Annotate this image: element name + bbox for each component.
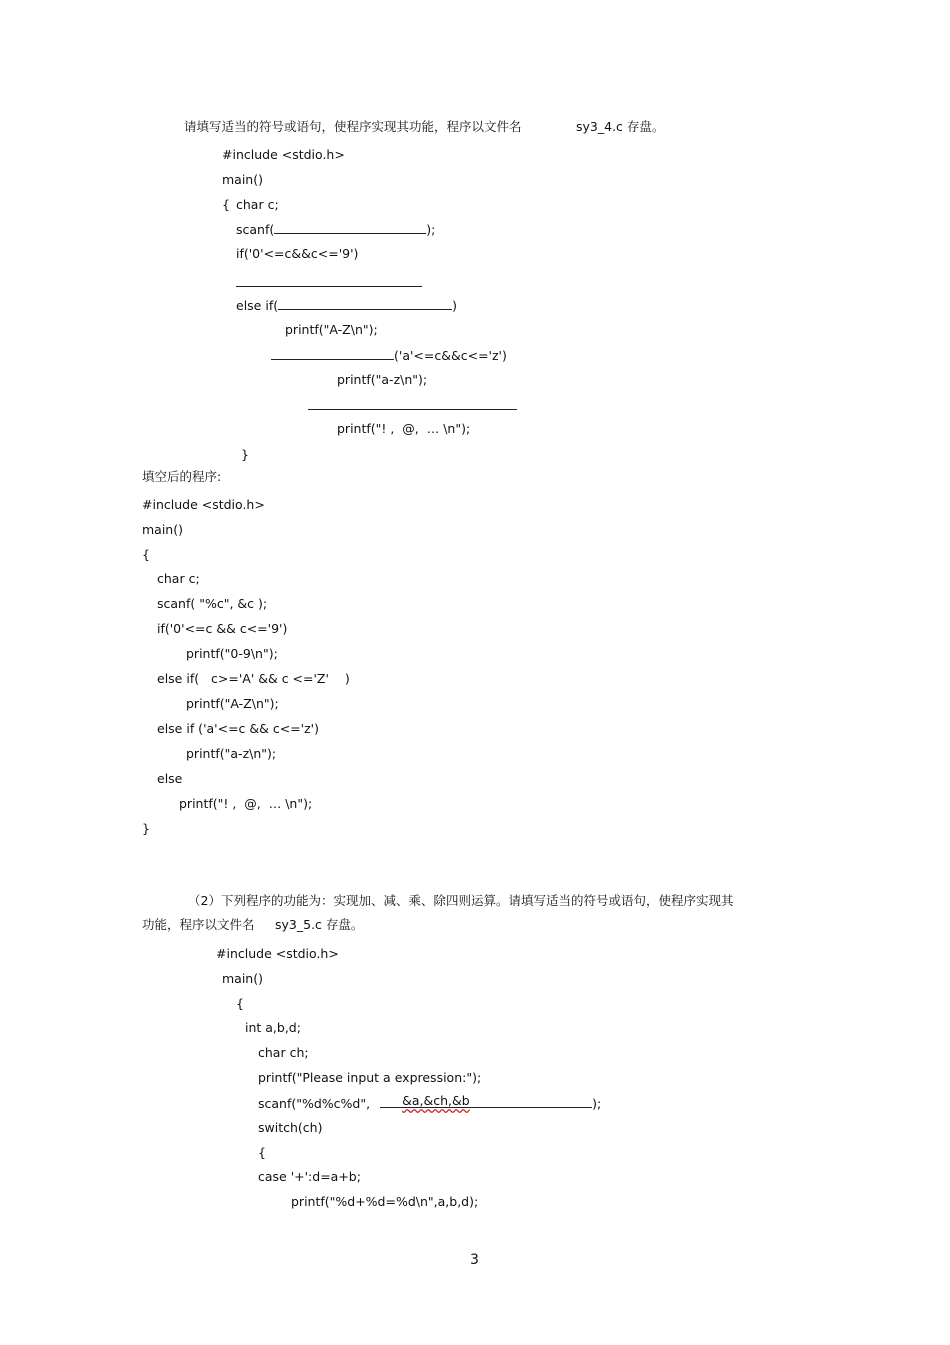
section2-intro-line2a: 功能，程序以文件名 bbox=[142, 917, 255, 932]
answer-label: 填空后的程序: bbox=[142, 469, 222, 484]
template-main: main() bbox=[222, 172, 263, 187]
s2-blank-answer: &a,&ch,&b bbox=[402, 1093, 470, 1108]
answer-open-brace: { bbox=[142, 547, 150, 562]
answer-close-brace: } bbox=[142, 821, 150, 836]
answer-include: #include <stdio.h> bbox=[142, 497, 265, 512]
s2-char-decl: char ch; bbox=[258, 1045, 309, 1060]
answer-printf-symbols: printf("! , @, … \n"); bbox=[179, 796, 313, 811]
template-printf-upper: printf("A-Z\n"); bbox=[285, 322, 378, 337]
s2-scanf-end: ); bbox=[592, 1096, 602, 1111]
blank-4 bbox=[271, 347, 394, 360]
page-number: 3 bbox=[470, 1252, 479, 1268]
answer-printf-digit: printf("0-9\n"); bbox=[186, 646, 278, 661]
blank-3 bbox=[278, 297, 452, 310]
section1-intro: 请填写适当的符号或语句，使程序实现其功能，程序以文件名 bbox=[184, 119, 522, 134]
template-printf-symbols: printf("! , @, … \n"); bbox=[337, 421, 471, 436]
blank-5 bbox=[308, 409, 517, 410]
blank-2 bbox=[236, 286, 422, 287]
template-scanf-end: ); bbox=[426, 222, 436, 237]
s2-main: main() bbox=[222, 971, 263, 986]
template-elseif-line bbox=[236, 297, 457, 314]
answer-else: else bbox=[157, 771, 183, 786]
s2-int-decl: int a,b,d; bbox=[245, 1020, 301, 1035]
s2-switch: switch(ch) bbox=[258, 1120, 323, 1135]
template-lower-line bbox=[271, 347, 507, 364]
answer-printf-lower: printf("a-z\n"); bbox=[186, 746, 277, 761]
s2-case-plus: case '+':d=a+b; bbox=[258, 1169, 361, 1184]
s2-scanf-line bbox=[258, 1095, 601, 1112]
s2-blank-filled bbox=[380, 1095, 592, 1108]
template-lower-cond: ('a'<=c&&c<='z') bbox=[394, 348, 507, 363]
section1-intro-file: sy3_4.c 存盘。 bbox=[576, 119, 665, 134]
template-close-brace: } bbox=[241, 447, 249, 462]
s2-include: #include <stdio.h> bbox=[216, 946, 339, 961]
section2-intro-line2b: sy3_5.c 存盘。 bbox=[275, 917, 364, 932]
s2-printf-sum: printf("%d+%d=%d\n",a,b,d); bbox=[291, 1194, 479, 1209]
answer-if-digit: if('0'<=c && c<='9') bbox=[157, 621, 288, 636]
s2-open-brace: { bbox=[236, 996, 244, 1011]
s2-scanf-start: scanf("%d%c%d", bbox=[258, 1096, 371, 1111]
blank-1 bbox=[274, 221, 426, 234]
template-elseif-end: ) bbox=[452, 298, 457, 313]
template-open-brace: { bbox=[222, 197, 230, 212]
answer-scanf: scanf( "%c", &c ); bbox=[157, 596, 268, 611]
template-printf-lower: printf("a-z\n"); bbox=[337, 372, 428, 387]
answer-elseif-lower: else if ('a'<=c && c<='z') bbox=[157, 721, 319, 736]
s2-printf-prompt: printf("Please input a expression:"); bbox=[258, 1070, 482, 1085]
template-char-decl: char c; bbox=[236, 197, 279, 212]
template-scanf-start: scanf( bbox=[236, 222, 275, 237]
answer-char-decl: char c; bbox=[157, 571, 200, 586]
answer-elseif-upper: else if( c>='A' && c <='Z' ) bbox=[157, 671, 350, 686]
template-scanf-line bbox=[236, 221, 435, 238]
template-elseif-start: else if( bbox=[236, 298, 279, 313]
answer-main: main() bbox=[142, 522, 183, 537]
s2-switch-open-brace: { bbox=[258, 1145, 266, 1160]
template-if-digit: if('0'<=c&&c<='9') bbox=[236, 246, 359, 261]
template-include: #include <stdio.h> bbox=[222, 147, 345, 162]
section2-intro-line1: （2）下列程序的功能为：实现加、减、乘、除四则运算。请填写适当的符号或语句，使程序实现其 bbox=[188, 893, 734, 908]
answer-printf-upper: printf("A-Z\n"); bbox=[186, 696, 279, 711]
